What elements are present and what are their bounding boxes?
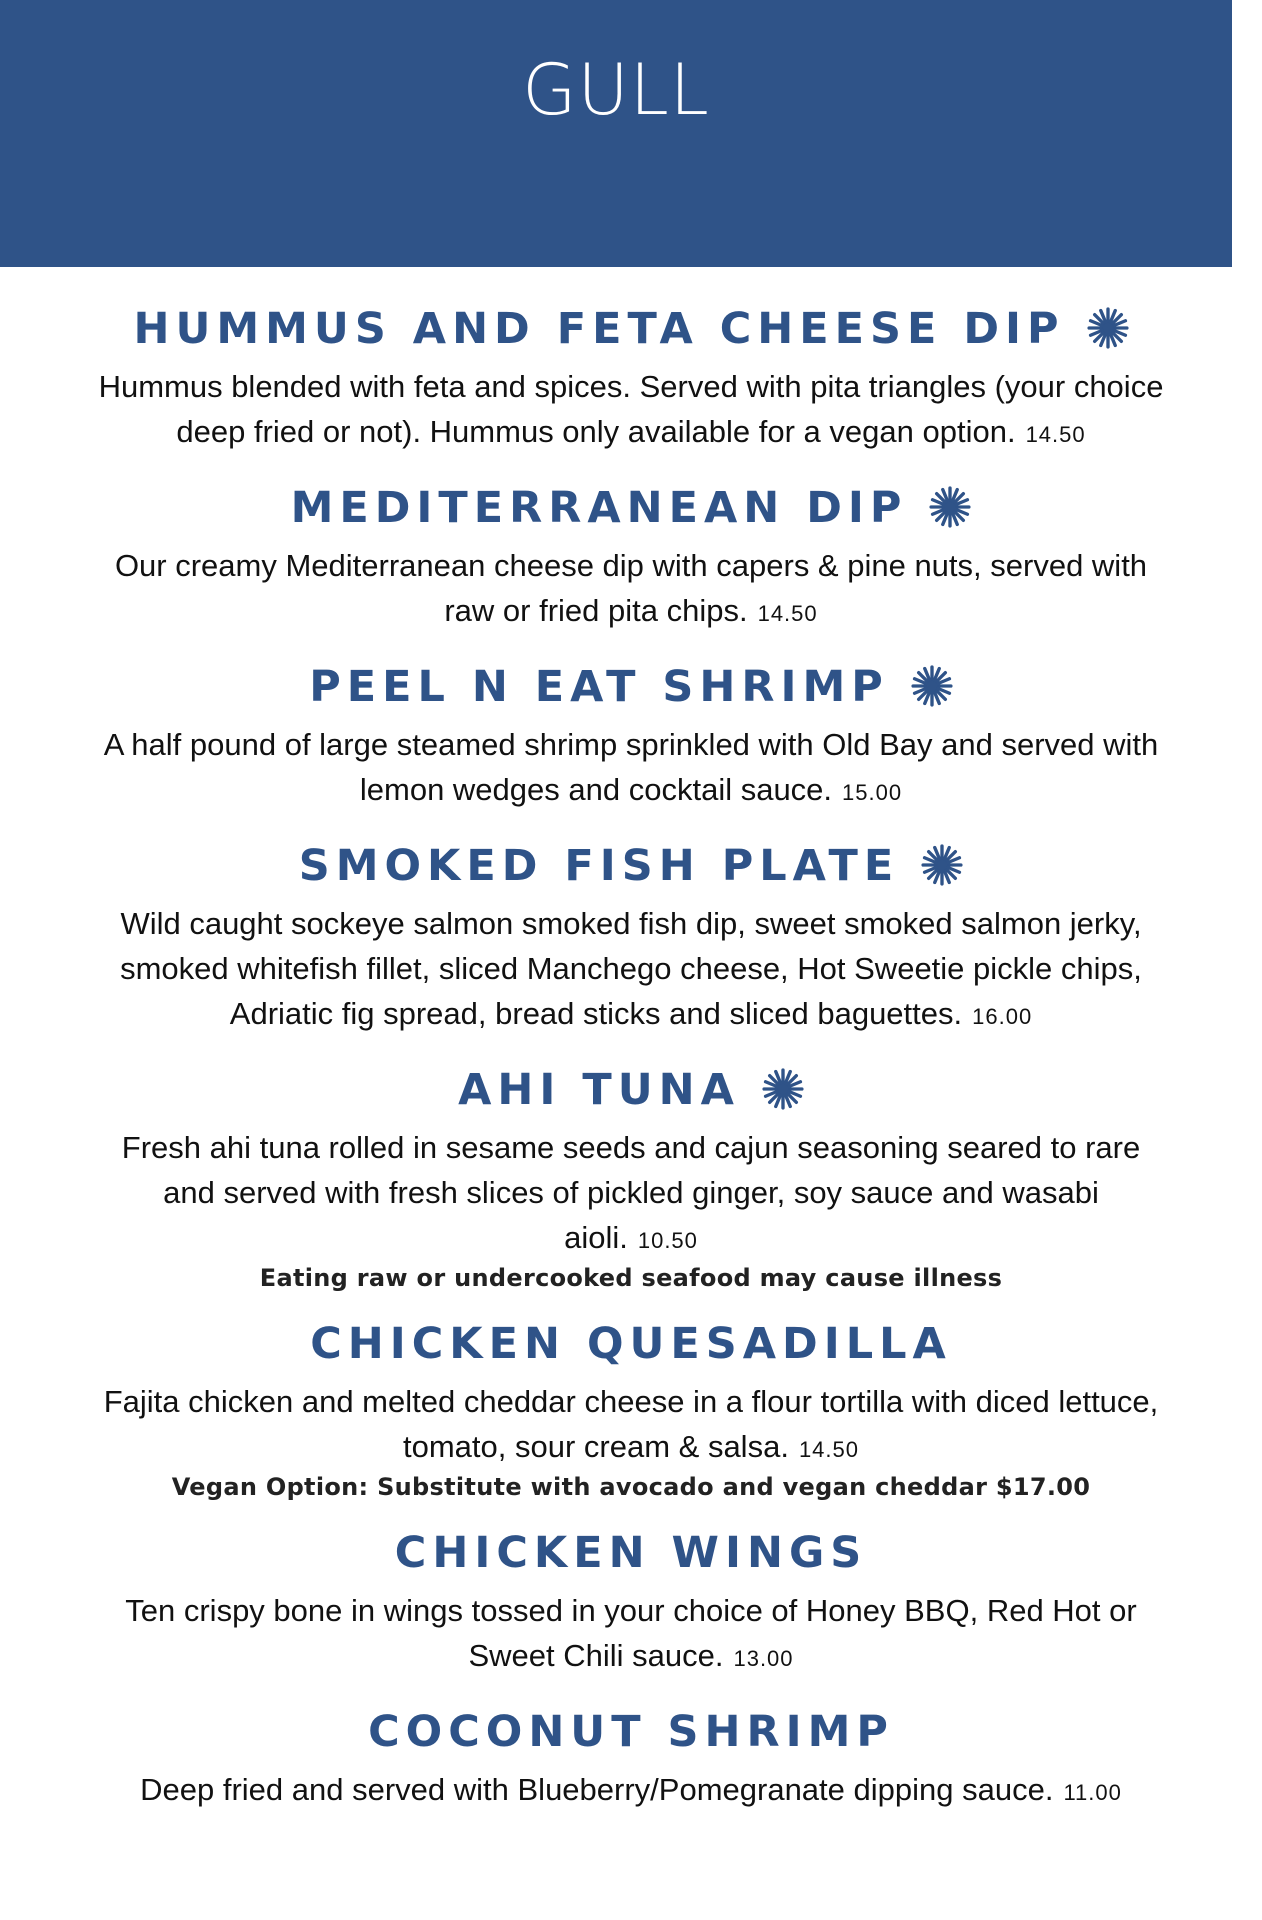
item-name: PEEL N EAT SHRIMP <box>309 662 889 712</box>
item-description: Ten crispy bone in wings tossed in your choice of Honey BBQ, Red Hot or Sweet Chili sauce. <box>125 1593 1137 1673</box>
restaurant-name: GULL <box>522 49 710 131</box>
item-description: Deep fried and served with Blueberry/Pomegranate dipping sauce. <box>140 1772 1054 1807</box>
menu-item <box>95 1524 1167 1681</box>
item-description: Our creamy Mediterranean cheese dip with capers & pine nuts, served with raw or fried pita chips. <box>114 548 1148 628</box>
item-name: CHICKEN WINGS <box>394 1528 868 1578</box>
item-description: Fresh ahi tuna rolled in sesame seeds and cajun seasoning seared to rare and served with fresh slices of pickled ginger, soy sauce and wasabi aioli. <box>121 1130 1141 1255</box>
item-name: MEDITERRANEAN DIP <box>290 483 908 533</box>
item-price: 11.00 <box>1063 1780 1122 1805</box>
header-banner <box>0 0 1232 267</box>
item-price: 14.50 <box>757 601 818 626</box>
item-name: CHICKEN QUESADILLA <box>310 1319 952 1369</box>
item-name: COCONUT SHRIMP <box>368 1707 894 1757</box>
starburst-icon <box>762 1068 804 1110</box>
menu-item <box>95 1061 1167 1293</box>
starburst-icon <box>929 486 971 528</box>
menu-item <box>95 658 1167 815</box>
item-price: 10.50 <box>637 1228 698 1253</box>
item-note: Eating raw or undercooked seafood may cause illness <box>259 1264 1003 1292</box>
menu-item <box>95 479 1167 636</box>
starburst-icon <box>911 665 953 707</box>
menu-item <box>95 300 1167 457</box>
starburst-icon <box>1087 307 1129 349</box>
item-price: 13.00 <box>733 1646 794 1671</box>
item-note: Vegan Option: Substitute with avocado and vegan cheddar $17.00 <box>171 1473 1091 1501</box>
item-description: Hummus blended with feta and spices. Served with pita triangles (your choice deep fried or not). Hummus only available for a vegan option. <box>98 369 1164 449</box>
menu-item <box>95 1315 1167 1502</box>
item-name: AHI TUNA <box>458 1065 740 1115</box>
item-description: Fajita chicken and melted cheddar cheese in a flour tortilla with diced lettuce, tomato, sour cream & salsa. <box>103 1384 1159 1464</box>
item-price: 16.00 <box>972 1004 1033 1029</box>
menu-item <box>95 837 1167 1039</box>
starburst-icon <box>921 844 963 886</box>
item-description: A half pound of large steamed shrimp sprinkled with Old Bay and served with lemon wedges and cocktail sauce. <box>103 727 1159 807</box>
item-name: HUMMUS AND FETA CHEESE DIP <box>133 304 1065 354</box>
menu-item <box>95 1703 1167 1815</box>
item-price: 14.50 <box>1025 422 1086 447</box>
menu-list <box>95 300 1167 1815</box>
item-price: 15.00 <box>842 780 903 805</box>
item-description: Wild caught sockeye salmon smoked fish dip, sweet smoked salmon jerky, smoked whitefish fillet, sliced Manchego cheese, Hot Sweetie pickle chips, Adriatic fig spread, bread sticks and sliced baguettes. <box>120 906 1142 1031</box>
item-name: SMOKED FISH PLATE <box>298 841 900 891</box>
item-price: 14.50 <box>798 1437 859 1462</box>
